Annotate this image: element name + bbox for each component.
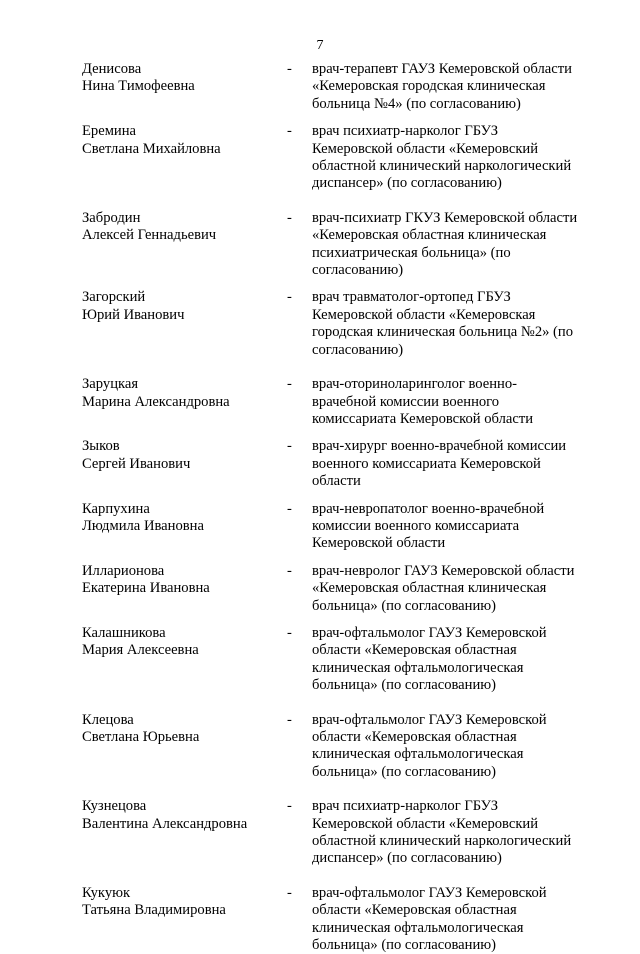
list-item (0, 501, 640, 553)
position-line: врач-офтальмолог ГАУЗ Кемеровской (312, 624, 547, 641)
position-line: Кемеровской области «Кемеровский (312, 140, 539, 157)
position-line: врач психиатр-нарколог ГБУЗ (312, 123, 499, 140)
position-line: Кемеровской области «Кемеровский (312, 815, 539, 832)
position-line: клиническая офтальмологическая (312, 659, 524, 676)
position-line: больница» (по согласованию) (312, 937, 497, 954)
member-given-names: Мария Алексеевна (82, 642, 199, 659)
position-line: области «Кемеровская областная (312, 642, 517, 659)
dash-separator: - (287, 798, 292, 815)
member-given-names: Валентина Александровна (82, 815, 248, 832)
position-line: клиническая офтальмологическая (312, 746, 524, 763)
member-name (82, 438, 282, 473)
member-surname: Заруцкая (82, 376, 139, 393)
member-position (312, 376, 602, 428)
member-name (82, 61, 282, 96)
member-surname: Забродин (82, 209, 141, 226)
position-line: врач-хирург военно-врачебной комиссии (312, 438, 567, 455)
dash-separator: - (287, 562, 292, 579)
member-name (82, 712, 282, 747)
position-line: «Кемеровская городская клиническая (312, 78, 546, 95)
list-item (0, 438, 640, 490)
member-name (82, 376, 282, 411)
position-line: врач-офтальмолог ГАУЗ Кемеровской (312, 711, 547, 728)
position-line: комиссариата Кемеровской области (312, 410, 534, 427)
position-line: врач-невропатолог военно-врачебной (312, 500, 545, 517)
position-line: областной клинический наркологический (312, 158, 572, 175)
dash-separator: - (287, 61, 292, 77)
member-name (82, 625, 282, 660)
member-position (312, 625, 602, 695)
member-position (312, 563, 602, 615)
dash-separator: - (287, 438, 292, 455)
position-line: Кемеровской области (312, 535, 446, 552)
position-line: военного комиссариата Кемеровской (312, 455, 541, 472)
member-given-names: Юрий Иванович (82, 306, 185, 323)
position-line: врач травматолог-ортопед ГБУЗ (312, 289, 511, 306)
position-line: психиатрическая больница» (по (312, 244, 511, 261)
position-line: диспансер» (по согласованию) (312, 850, 502, 867)
position-line: больница №4» (по согласованию) (312, 95, 521, 112)
member-name (82, 289, 282, 324)
position-line: врач-оториноларинголог военно- (312, 376, 518, 393)
position-line: диспансер» (по согласованию) (312, 175, 502, 192)
member-given-names: Нина Тимофеевна (82, 78, 195, 95)
position-line: области «Кемеровская областная (312, 902, 517, 919)
member-name (82, 798, 282, 833)
member-surname: Кузнецова (82, 798, 147, 815)
dash-separator: - (287, 500, 292, 517)
member-position (312, 61, 602, 113)
position-line: городская клиническая больница №2» (по (312, 324, 574, 341)
list-item (0, 289, 640, 359)
position-line: врач психиатр-нарколог ГБУЗ (312, 798, 499, 815)
position-line: врач-терапевт ГАУЗ Кемеровской области (312, 61, 572, 77)
dash-separator: - (287, 711, 292, 728)
position-line: согласованию) (312, 341, 404, 358)
member-position (312, 123, 602, 193)
member-given-names: Татьяна Владимировна (82, 902, 226, 919)
member-given-names: Людмила Ивановна (82, 517, 204, 534)
position-line: клиническая офтальмологическая (312, 919, 524, 936)
list-item (0, 563, 640, 615)
member-surname: Еремина (82, 123, 137, 140)
list-item (0, 210, 640, 280)
dash-separator: - (287, 376, 292, 393)
member-surname: Карпухина (82, 500, 150, 517)
position-line: комиссии военного комиссариата (312, 517, 520, 534)
member-name (82, 885, 282, 920)
member-surname: Клецова (82, 711, 134, 728)
member-given-names: Марина Александровна (82, 393, 230, 410)
member-given-names: Екатерина Ивановна (82, 580, 210, 597)
position-line: Кемеровской области «Кемеровская (312, 306, 536, 323)
position-line: больница» (по согласованию) (312, 597, 497, 614)
position-line: врач-невролог ГАУЗ Кемеровской области (312, 562, 575, 579)
position-line: врачебной комиссии военного (312, 393, 500, 410)
member-given-names: Сергей Иванович (82, 455, 191, 472)
member-given-names: Светлана Михайловна (82, 140, 221, 157)
member-list (0, 61, 640, 954)
member-surname: Калашникова (82, 624, 166, 641)
dash-separator: - (287, 884, 292, 901)
position-line: больница» (по согласованию) (312, 763, 497, 780)
list-item (0, 625, 640, 695)
page-number: 7 (316, 38, 324, 53)
member-surname: Денисова (82, 61, 142, 77)
position-line: согласованию) (312, 262, 404, 279)
list-item (0, 885, 640, 954)
member-given-names: Светлана Юрьевна (82, 729, 200, 745)
position-line: врач-психиатр ГКУЗ Кемеровской области (312, 209, 578, 226)
dash-separator: - (287, 289, 292, 306)
member-name (82, 210, 282, 245)
list-item (0, 123, 640, 193)
member-position (312, 210, 602, 280)
member-name (82, 123, 282, 158)
member-given-names: Алексей Геннадьевич (82, 227, 217, 244)
member-position (312, 798, 602, 868)
member-name (82, 563, 282, 598)
position-line: области «Кемеровская областная (312, 729, 517, 745)
position-line: врач-офтальмолог ГАУЗ Кемеровской (312, 884, 547, 901)
member-surname: Загорский (82, 289, 146, 306)
member-position (312, 712, 602, 782)
dash-separator: - (287, 123, 292, 140)
list-item (0, 376, 640, 428)
position-line: областной клинический наркологический (312, 833, 572, 850)
list-item (0, 61, 640, 113)
position-line: области (312, 473, 361, 490)
member-surname: Кукуюк (82, 884, 131, 901)
member-surname: Зыков (82, 438, 120, 455)
list-item (0, 712, 640, 782)
dash-separator: - (287, 209, 292, 226)
member-position (312, 438, 602, 490)
dash-separator: - (287, 624, 292, 641)
member-position (312, 885, 602, 954)
position-line: больница» (по согласованию) (312, 677, 497, 694)
member-surname: Илларионова (82, 562, 165, 579)
member-position (312, 501, 602, 553)
member-name (82, 501, 282, 536)
position-line: «Кемеровская областная клиническая (312, 580, 547, 597)
position-line: «Кемеровская областная клиническая (312, 227, 547, 244)
member-position (312, 289, 602, 359)
list-item (0, 798, 640, 868)
